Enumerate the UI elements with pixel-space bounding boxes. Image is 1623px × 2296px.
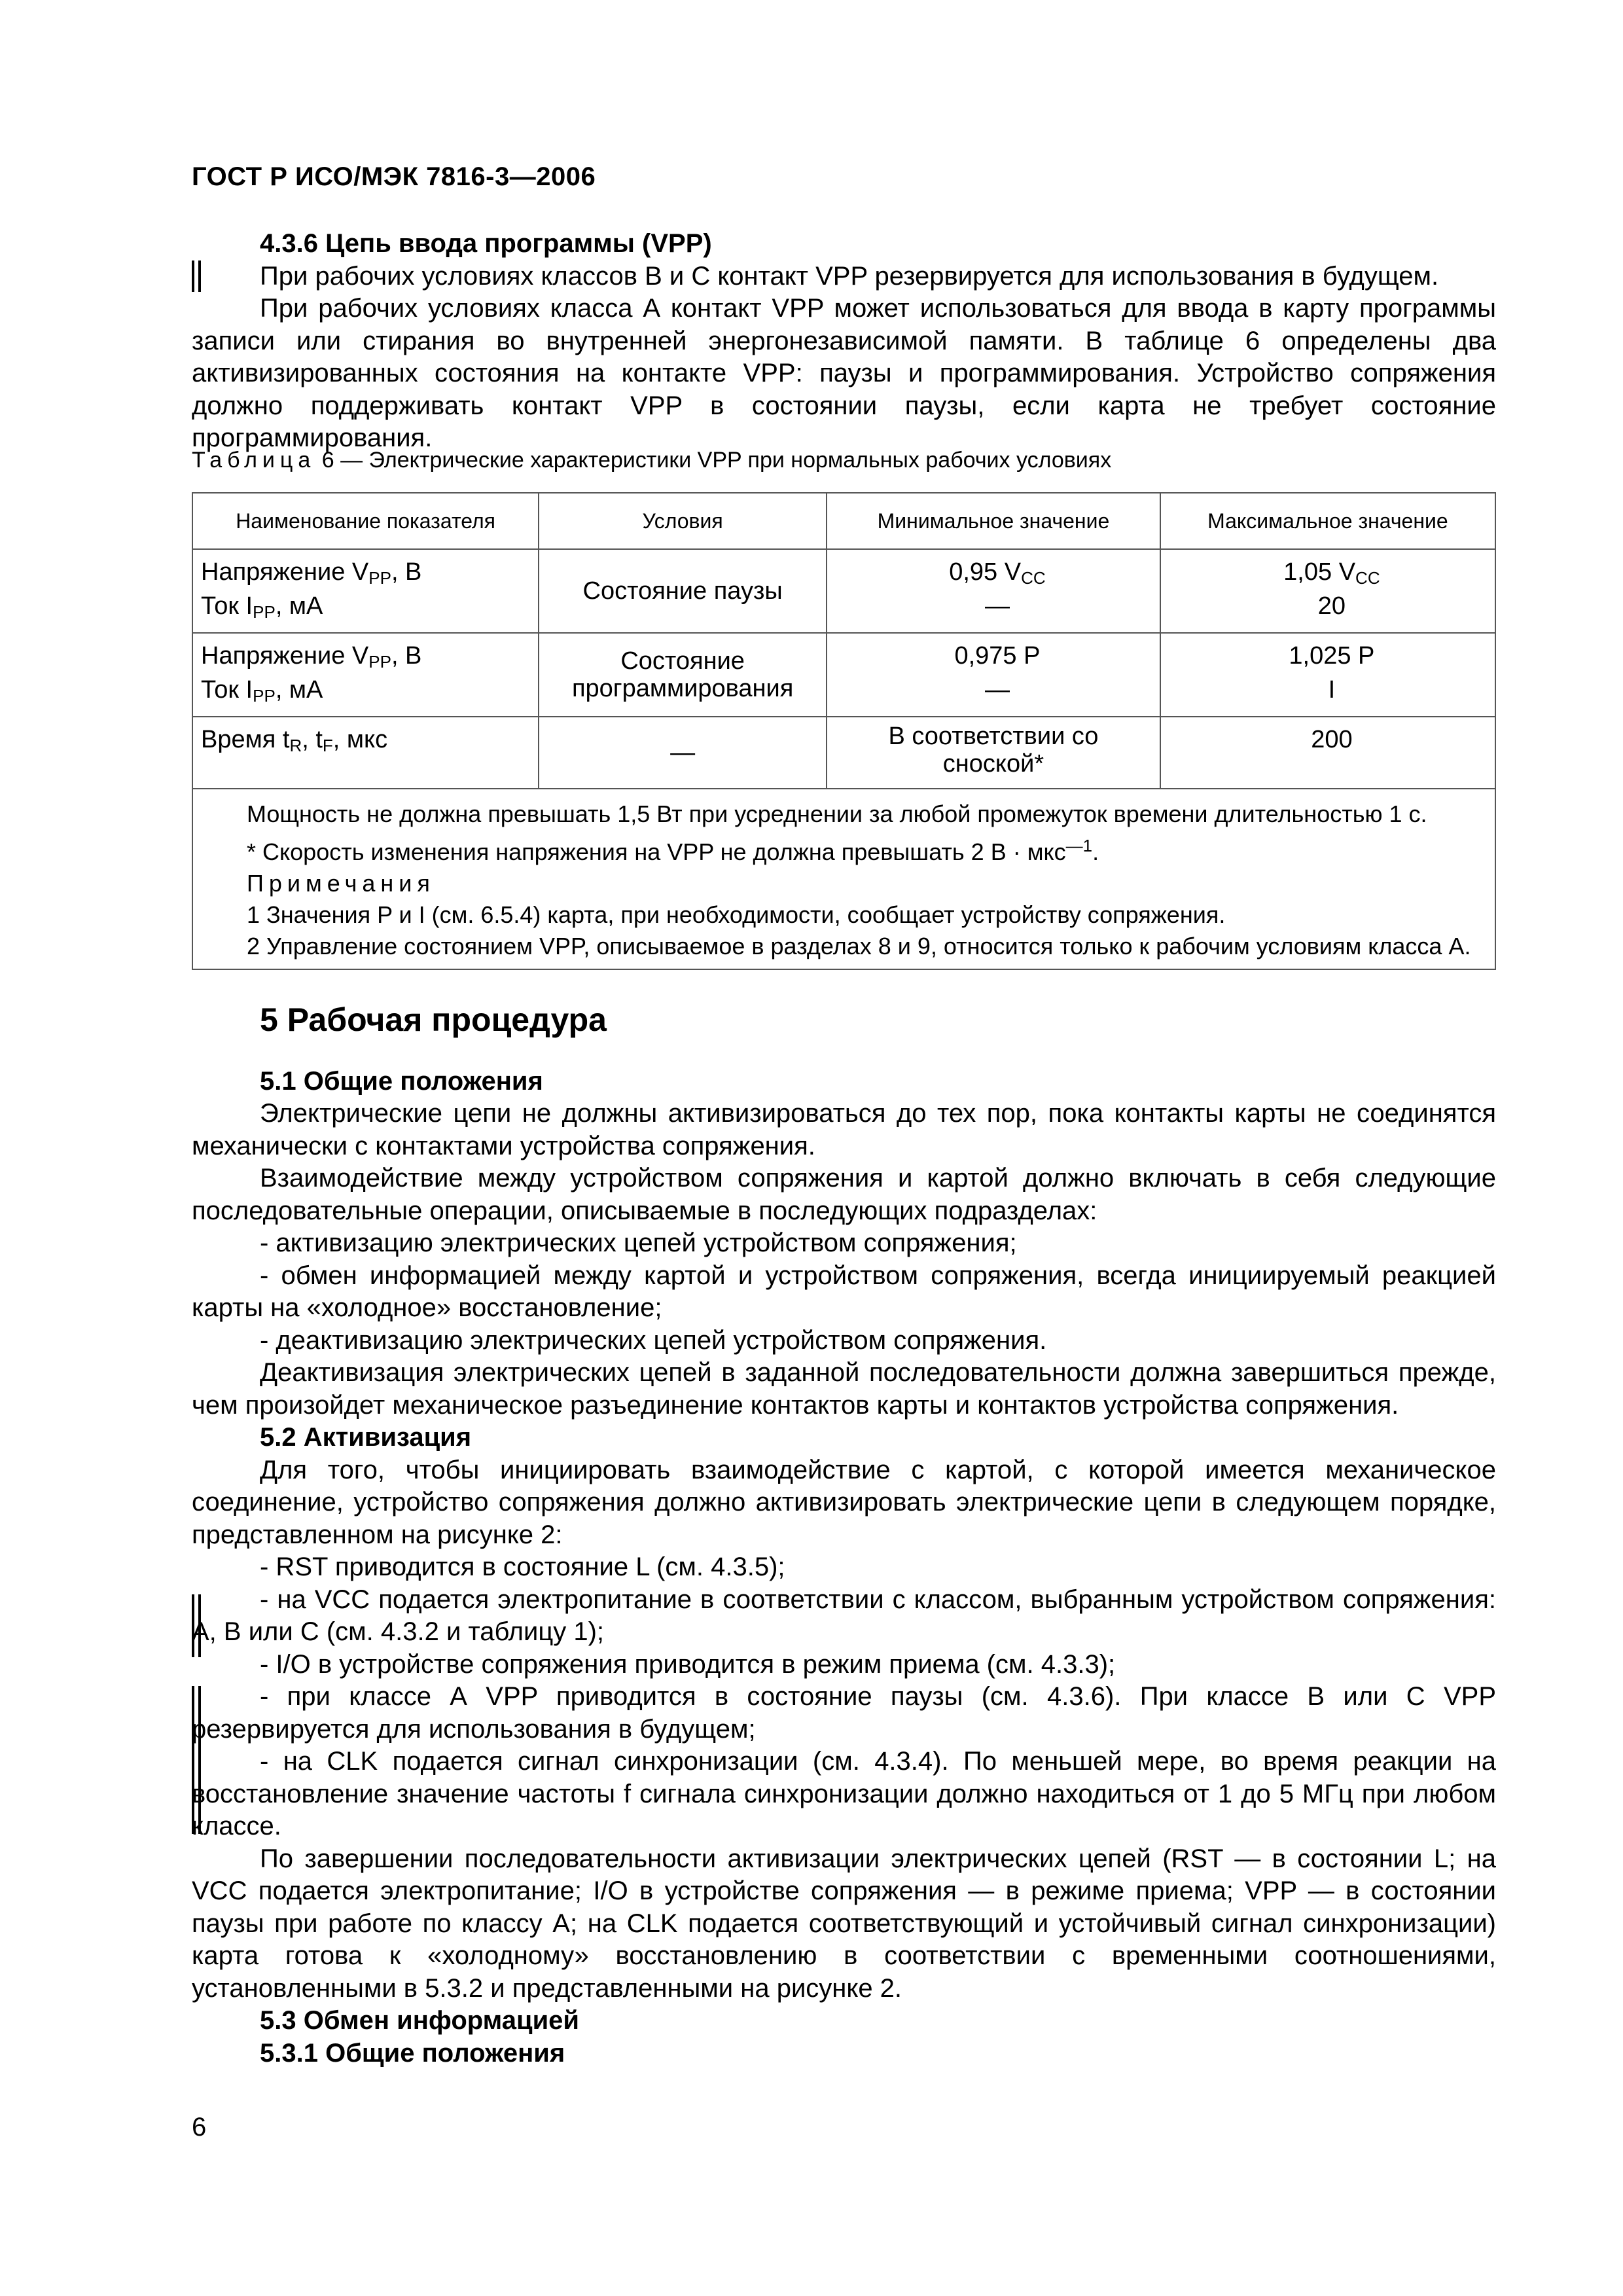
subsection-heading: 5.3.1 Общие положения <box>260 2038 565 2068</box>
notes-heading: Примечания <box>247 870 435 897</box>
min-voltage: 0,975 P <box>954 642 1041 670</box>
parameter-current: Ток $I_{PP}$, мА <box>201 676 323 706</box>
section-4-3-6 <box>192 228 1496 455</box>
table-row <box>192 717 1495 789</box>
footnote: * Скорость изменения напряжения на VPP не должна превышать 2 В · мкс$^{—1}$. <box>247 836 1099 865</box>
section-title: 5 Рабочая процедура <box>260 1001 607 1038</box>
paragraph: При рабочих условиях класса А контакт VPP может использоваться для ввода в карту программы записи или стирания во внутренней энергонезависимой памяти. В таблице 6 определены два активизированных состояния на контакте VPP: паузы и программирования. Устройство сопряжения должно поддерживать контакт VPP в состоянии паузы, если карта не требует состояние программирования. <box>192 294 1496 452</box>
max-time: 200 <box>1311 726 1353 753</box>
paragraph: По завершении последовательности активизации электрических цепей (RST — в состоянии L; на VCC подается электропитание; I/O в устройстве сопряжения — в режиме приема; VPP — в состоянии паузы при работе по классу А; на CLK подается соответствующий и устойчивый сигнал синхронизации) карта готова к «холодному» восстановлению в соответствии с временными соотношениями, установленными в 5.3.2 и представленными на рисунке 2. <box>192 1844 1496 2003</box>
table-notes <box>192 789 1495 969</box>
paragraph: Деактивизация электрических цепей в заданной последовательности должна завершиться прежде, чем произойдет механическое разъединение контактов карты и контактов устройства сопряжения. <box>192 1358 1496 1420</box>
min-time: В соответствии со сноской* <box>827 717 1160 789</box>
condition-cell: Состояние программирования <box>539 633 827 717</box>
subsection-heading: 5.3 Обмен информацией <box>260 2006 580 2035</box>
section-5 <box>192 1001 1496 2070</box>
note-2: 2 Управление состоянием VPP, описываемое в разделах 8 и 9, относится только к рабочим условиям класса А. <box>247 933 1471 960</box>
table-row <box>192 633 1495 717</box>
min-voltage: 0,95 $V_{CC}$ <box>949 558 1046 588</box>
table-caption <box>192 448 1111 473</box>
parameter-voltage: Напряжение $V_{PP}$, В <box>201 642 422 672</box>
list-item: - на CLK подается сигнал синхронизации (см. 4.3.4). По меньшей мере, во время реакции на восстановление значение частоты f сигнала синхронизации должно находиться от 1 до 5 МГц при любом классе. <box>192 1747 1496 1840</box>
parameter-time: Время $t_R$, $t_F$, мкс <box>201 726 388 755</box>
document-header: ГОСТ Р ИСО/МЭК 7816-3—2006 <box>192 162 596 191</box>
paragraph: Электрические цепи не должны активизироваться до тех пор, пока контакты карты не соединятся механически с контактами устройства сопряжения. <box>192 1099 1496 1160</box>
list-item: - I/O в устройстве сопряжения приводится в режим приема (см. 4.3.3); <box>260 1649 1116 1679</box>
condition-cell: — <box>539 717 827 789</box>
subsection-heading: 5.2 Активизация <box>260 1423 472 1452</box>
power-note: Мощность не должна превышать 1,5 Вт при усреднении за любой промежуток времени длительностью 1 с. <box>247 800 1427 827</box>
note-1: 1 Значения P и I (см. 6.5.4) карта, при необходимости, сообщает устройству сопряжения. <box>247 901 1226 928</box>
min-current: — <box>984 676 1010 704</box>
max-voltage: 1,025 P <box>1289 642 1375 670</box>
paragraph: Для того, чтобы инициировать взаимодействие с картой, с которой имеется механическое соединение, устройство сопряжения должно активизировать электрические цепи в следующем порядке, представленном на рисунке 2: <box>192 1455 1496 1549</box>
column-header: Наименование показателя <box>192 493 539 549</box>
max-current: 20 <box>1317 592 1346 620</box>
parameter-voltage: Напряжение $V_{PP}$, В <box>201 558 422 588</box>
max-voltage: 1,05 $V_{CC}$ <box>1283 558 1380 588</box>
page-number: 6 <box>192 2113 207 2142</box>
table-caption-text: 6 — Электрические характеристики VPP при нормальных рабочих условиях <box>315 448 1112 473</box>
list-item: - деактивизацию электрических цепей устройством сопряжения. <box>260 1325 1047 1355</box>
condition-cell: Состояние паузы <box>539 549 827 633</box>
list-item: - на VCC подается электропитание в соответствии с классом, выбранным устройством сопряжения: А, В или С (см. 4.3.2 и таблицу 1); <box>192 1585 1496 1646</box>
table-notes-row <box>192 789 1495 969</box>
paragraph: При рабочих условиях классов В и С контакт VPP резервируется для использования в будущем. <box>260 261 1439 291</box>
parameter-current: Ток $I_{PP}$, мА <box>201 592 323 622</box>
list-item: - при классе А VPP приводится в состояние паузы (см. 4.3.6). При классе В или С VPP резервируется для использования в будущем; <box>192 1682 1496 1744</box>
min-current: — <box>984 592 1010 620</box>
max-current: I <box>1328 676 1336 704</box>
list-item: - RST приводится в состояние L (см. 4.3.5); <box>260 1552 785 1581</box>
list-item: - активизацию электрических цепей устройством сопряжения; <box>260 1229 1017 1257</box>
subsection-heading: 5.1 Общие положения <box>260 1066 543 1096</box>
table-header-row <box>192 493 1495 549</box>
column-header: Условия <box>539 493 827 549</box>
list-item: - обмен информацией между картой и устройством сопряжения, всегда инициируемый реакцией карты на «холодное» восстановление; <box>192 1261 1496 1322</box>
column-header: Минимальное значение <box>827 493 1160 549</box>
section-heading: 4.3.6 Цепь ввода программы (VPP) <box>260 229 712 258</box>
paragraph: Взаимодействие между устройством сопряжения и картой должно включать в себя следующие последовательные операции, описываемые в последующих подразделах: <box>192 1164 1496 1225</box>
electrical-characteristics-table <box>192 492 1496 970</box>
table-row <box>192 549 1495 633</box>
table-caption-prefix: Таблица <box>192 448 316 473</box>
column-header: Максимальное значение <box>1160 493 1495 549</box>
